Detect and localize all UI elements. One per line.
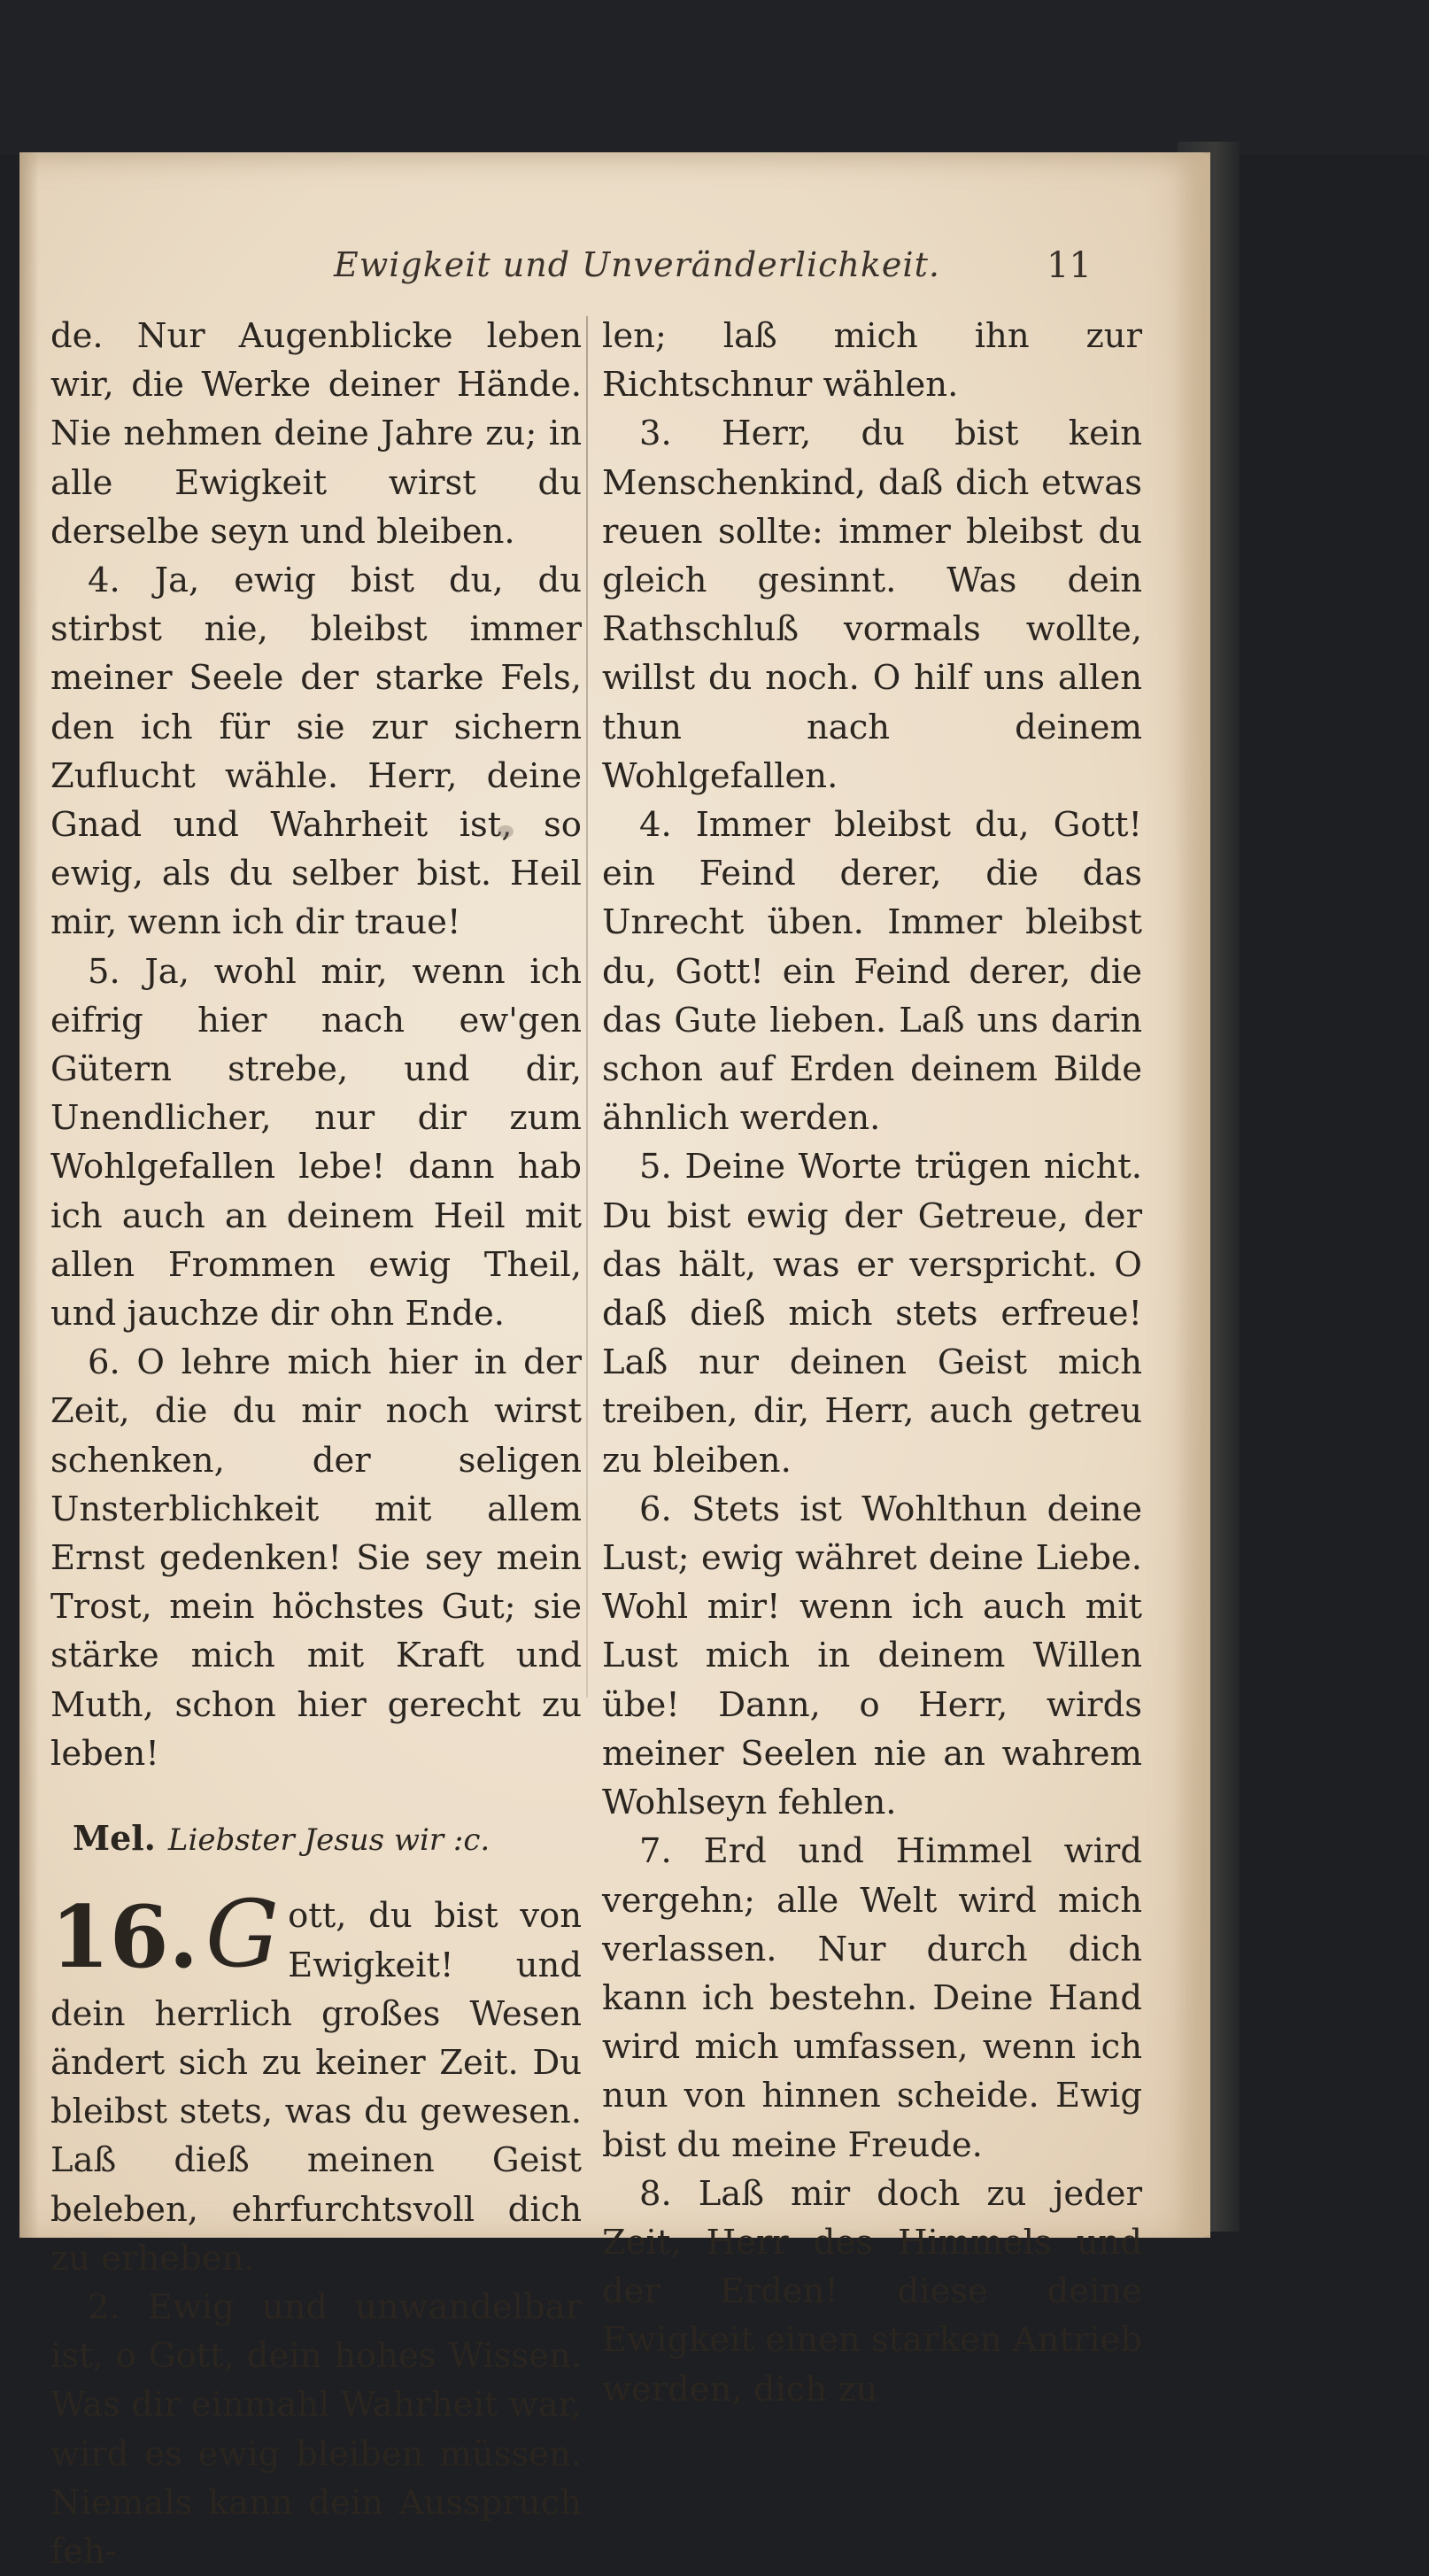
- verse-6: 6. Stets ist Wohlthun deine Lust; ewig währet deine Liebe. Wohl mir! wenn ich auch mit Lust mich in deinem Willen übe! Dann, o Herr, wirds meiner Seelen nie an wahrem Wohlseyn fehlen.: [602, 1489, 1142, 1823]
- verse-5: 5. Ja, wohl mir, wenn ich eifrig hier nach ew'gen Gütern strebe, und dir, Unendlicher, nur dir zum Wohlgefallen lebe! dann hab ich auch an deinem Heil mit allen Frommen ewig Theil, und jauchze dir ohn Ende.: [50, 951, 582, 1334]
- right-column: [602, 312, 1142, 2414]
- hymn-verse-2: 2. Ewig und unwandelbar ist, o Gott, dein hohes Wissen. Was dir einmahl Wahrheit war, wird es ewig bleiben müssen. Niemals kann dein Ausspruch feh-: [50, 2286, 582, 2572]
- verse-4: 4. Immer bleibst du, Gott! ein Feind derer, die das Unrecht üben. Immer bleibst du, Gott! ein Feind derer, die das Gute lieben. Laß uns darin schon auf Erden deinem Bilde ähnlich werden.: [602, 805, 1142, 1139]
- page-header: [19, 245, 1210, 298]
- verse-4: 4. Ja, ewig bist du, du stirbst nie, bleibst immer meiner Seele der starke Fels, den ich für sie zur sichern Zuflucht wähle. Herr, deine Gnad und Wahrheit ist, so ewig, als du selber bist. Heil mir, wenn ich dir traue!: [50, 561, 582, 943]
- melody-label: Mel.: [73, 1818, 156, 1859]
- drop-initial: G: [205, 1880, 280, 1989]
- book-page: [19, 152, 1210, 2572]
- verse-7: 7. Erd und Himmel wird vergehn; alle Welt wird mich verlassen. Nur durch dich kann ich bestehn. Deine Hand wird mich umfassen, wenn ich nun von hinnen scheide. Ewig bist du meine Freude.: [602, 1831, 1142, 2165]
- backdrop: [0, 0, 1429, 155]
- paragraph: de. Nur Augenblicke leben wir, die Werke deiner Hände. Nie nehmen deine Jahre zu; in alle Ewigkeit wirst du derselbe seyn und bleiben.: [50, 316, 582, 552]
- hymn-verse-1-text: ott, du bist von Ewigkeit! und dein herrlich großes Wesen ändert sich zu keiner Zeit. Du bleibst stets, was du gewesen. Laß dieß meinen Geist beleben, ehrfurchtsvoll dich zu erheben.: [50, 1896, 582, 2278]
- verse-3: 3. Herr, du bist kein Menschenkind, daß dich etwas reuen sollte: immer bleibst du gleich gesinnt. Was dein Rathschluß vormals wollte, willst du noch. O hilf uns allen thun nach deinem Wohlgefallen.: [602, 414, 1142, 796]
- left-column: [50, 312, 582, 2576]
- melody-line: [73, 1814, 582, 1865]
- page-gutter-shadow: [19, 152, 39, 2238]
- melody-text: Liebster Jesus wir :c.: [167, 1822, 490, 1859]
- paper-stain: [498, 825, 514, 838]
- page-edge-shadow: [1175, 152, 1210, 2238]
- verse-5: 5. Deine Worte trügen nicht. Du bist ewig der Getreue, der das hält, was er verspricht. O daß dieß mich stets erfreue! Laß nur deinen Geist mich treiben, dir, Herr, auch getreu zu bleiben.: [602, 1147, 1142, 1481]
- verse-6: 6. O lehre mich hier in der Zeit, die du mir noch wirst schenken, der seligen Unsterblichkeit mit allem Ernst gedenken! Sie sey mein Trost, mein höchstes Gut; sie stärke mich mit Kraft und Muth, schon hier gerecht zu leben!: [50, 1342, 582, 1774]
- paragraph: len; laß mich ihn zur Richtschnur wählen.: [602, 316, 1142, 406]
- running-title: Ewigkeit und Unveränderlichkeit.: [334, 245, 940, 284]
- verse-8: 8. Laß mir doch zu jeder Zeit, Herr des Himmels und der Erden! diese deine Ewigkeit einen starken Antrieb werden, dich zu: [602, 2173, 1142, 2410]
- page-number: 11: [1047, 245, 1092, 286]
- hymn-16-verse-1: [50, 1880, 582, 2283]
- hymn-number: 16.: [50, 1887, 199, 1988]
- column-divider: [586, 316, 588, 1698]
